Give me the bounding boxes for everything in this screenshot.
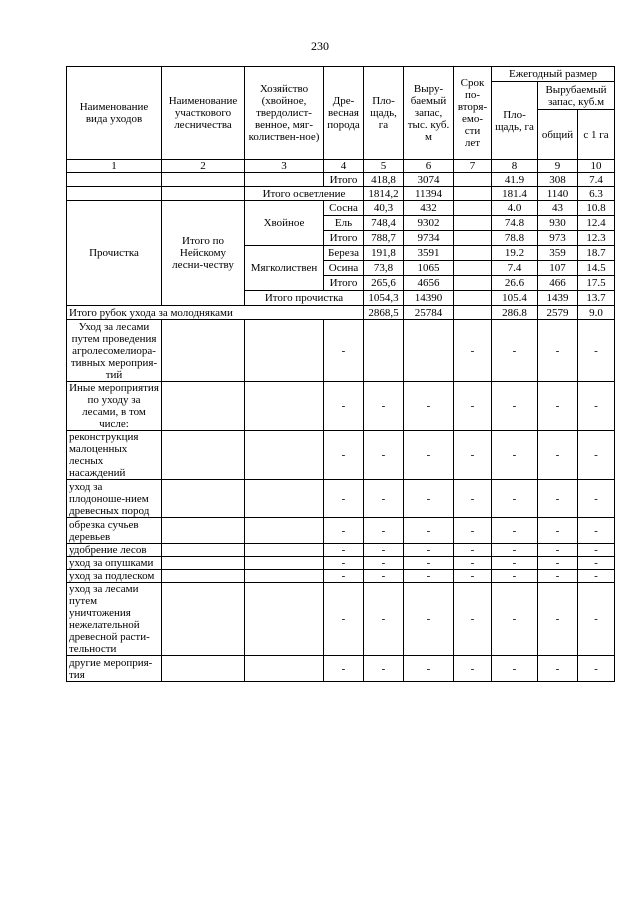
column-number: 8 <box>492 160 538 173</box>
dash-cell: - <box>324 557 364 570</box>
dash-cell: - <box>538 583 578 656</box>
dash-cell: - <box>324 431 364 480</box>
species-cell: Итого <box>324 173 364 187</box>
dash-cell: - <box>578 431 615 480</box>
header-period: Срок по-вторя-емо-сти лет <box>454 67 492 160</box>
care-kind-label: Прочистка <box>67 201 162 306</box>
dash-cell: - <box>454 518 492 544</box>
table-row <box>67 382 615 431</box>
column-number: 2 <box>162 160 245 173</box>
annual-per-ha-cell: 17.5 <box>578 276 615 291</box>
area-cell: 748,4 <box>364 216 404 231</box>
dash-cell: - <box>578 656 615 682</box>
annual-area-cell: 41.9 <box>492 173 538 187</box>
measure-label: другие мероприя-тия <box>67 656 162 682</box>
species-cell: Осина <box>324 261 364 276</box>
species-cell: Береза <box>324 246 364 261</box>
dash-cell: - <box>578 382 615 431</box>
table-row <box>67 187 615 201</box>
dash-cell: - <box>324 518 364 544</box>
stock-cell: 432 <box>404 201 454 216</box>
dash-cell: - <box>538 320 578 382</box>
dash-cell: - <box>324 656 364 682</box>
dash-cell: - <box>404 570 454 583</box>
table-row <box>67 201 615 216</box>
header-per-ha: с 1 га <box>578 110 615 160</box>
page-number: 230 <box>311 39 329 53</box>
total-osvetlenie-label: Итого осветление <box>245 187 364 201</box>
column-number: 3 <box>245 160 324 173</box>
header-stock: Выру-баемый запас, тыс. куб. м <box>404 67 454 160</box>
annual-area-cell: 286.8 <box>492 306 538 320</box>
annual-total-cell: 2579 <box>538 306 578 320</box>
table-row <box>67 320 615 382</box>
header-cut-stock: Вырубаемый запас, куб.м <box>538 82 615 110</box>
measure-label: удобрение лесов <box>67 544 162 557</box>
dash-cell: - <box>364 583 404 656</box>
dash-cell: - <box>492 518 538 544</box>
area-cell: 40,3 <box>364 201 404 216</box>
dash-cell: - <box>578 320 615 382</box>
area-cell: 191,8 <box>364 246 404 261</box>
header-annual-area: Пло-щадь, га <box>492 82 538 160</box>
dash-cell: - <box>324 382 364 431</box>
dash-cell: - <box>492 431 538 480</box>
dash-cell: - <box>492 583 538 656</box>
annual-total-cell: 107 <box>538 261 578 276</box>
table-row <box>67 518 615 544</box>
annual-per-ha-cell: 10.8 <box>578 201 615 216</box>
annual-area-cell: 19.2 <box>492 246 538 261</box>
annual-per-ha-cell: 14.5 <box>578 261 615 276</box>
column-number: 1 <box>67 160 162 173</box>
dash-cell: - <box>578 583 615 656</box>
column-number: 5 <box>364 160 404 173</box>
dash-cell: - <box>404 656 454 682</box>
dash-cell: - <box>538 656 578 682</box>
dash-cell: - <box>538 480 578 518</box>
dash-cell: - <box>404 544 454 557</box>
stock-cell: 25784 <box>404 306 454 320</box>
annual-total-cell: 1439 <box>538 291 578 306</box>
species-cell: Ель <box>324 216 364 231</box>
dash-cell: - <box>538 544 578 557</box>
table-row <box>67 173 615 187</box>
annual-per-ha-cell: 12.3 <box>578 231 615 246</box>
measure-label: Иные мероприятия по уходу за лесами, в том числе: <box>67 382 162 431</box>
annual-per-ha-cell: 6.3 <box>578 187 615 201</box>
stock-cell: 3591 <box>404 246 454 261</box>
measure-label: уход за подлеском <box>67 570 162 583</box>
table-row <box>67 557 615 570</box>
dash-cell: - <box>364 518 404 544</box>
dash-cell: - <box>454 570 492 583</box>
species-cell: Итого <box>324 276 364 291</box>
header-area: Пло-щадь, га <box>364 67 404 160</box>
stock-cell: 4656 <box>404 276 454 291</box>
total-young-label: Итого рубок ухода за молодняками <box>67 306 364 320</box>
species-cell: Итого <box>324 231 364 246</box>
dash-cell: - <box>454 431 492 480</box>
table-row <box>67 306 615 320</box>
dash-cell: - <box>538 518 578 544</box>
dash-cell: - <box>364 656 404 682</box>
dash-cell: - <box>364 544 404 557</box>
table-row <box>67 570 615 583</box>
stock-cell: 9302 <box>404 216 454 231</box>
dash-cell: - <box>578 480 615 518</box>
forestry-label: Итого по Нейскому лесни-честву <box>162 201 245 306</box>
dash-cell: - <box>364 570 404 583</box>
stock-cell: 3074 <box>404 173 454 187</box>
column-number: 6 <box>404 160 454 173</box>
measure-label: уход за плодоноше-нием древесных пород <box>67 480 162 518</box>
farm-coniferous: Хвойное <box>245 201 324 246</box>
dash-cell: - <box>454 544 492 557</box>
annual-total-cell: 973 <box>538 231 578 246</box>
annual-total-cell: 930 <box>538 216 578 231</box>
column-number: 9 <box>538 160 578 173</box>
dash-cell: - <box>538 382 578 431</box>
header-species: Дре-весная порода <box>324 67 364 160</box>
annual-per-ha-cell: 13.7 <box>578 291 615 306</box>
annual-per-ha-cell: 18.7 <box>578 246 615 261</box>
species-cell: Сосна <box>324 201 364 216</box>
annual-per-ha-cell: 7.4 <box>578 173 615 187</box>
area-cell: 73,8 <box>364 261 404 276</box>
annual-area-cell: 105.4 <box>492 291 538 306</box>
measure-label: уход за лесами путем уничтожения нежелательной древесной расти-тельности <box>67 583 162 656</box>
dash-cell: - <box>454 382 492 431</box>
dash-cell: - <box>324 544 364 557</box>
dash-cell: - <box>404 480 454 518</box>
stock-cell: 1065 <box>404 261 454 276</box>
dash-cell: - <box>404 382 454 431</box>
annual-total-cell: 1140 <box>538 187 578 201</box>
header-total: общий <box>538 110 578 160</box>
annual-total-cell: 359 <box>538 246 578 261</box>
area-cell: 418,8 <box>364 173 404 187</box>
column-number: 7 <box>454 160 492 173</box>
dash-cell: - <box>492 570 538 583</box>
annual-per-ha-cell: 12.4 <box>578 216 615 231</box>
dash-cell: - <box>578 570 615 583</box>
farm-softwood: Мягколиствен <box>245 246 324 291</box>
table-row <box>67 431 615 480</box>
dash-cell: - <box>404 431 454 480</box>
dash-cell: - <box>454 656 492 682</box>
area-cell: 265,6 <box>364 276 404 291</box>
dash-cell: - <box>364 382 404 431</box>
dash-cell: - <box>492 320 538 382</box>
stock-cell: 14390 <box>404 291 454 306</box>
dash-cell: - <box>538 431 578 480</box>
dash-cell: - <box>492 656 538 682</box>
area-cell: 2868,5 <box>364 306 404 320</box>
column-number: 10 <box>578 160 615 173</box>
header-farm: Хозяйство (хвойное, твердолист-венное, мяг-колиствен-ное) <box>245 67 324 160</box>
dash-cell: - <box>324 570 364 583</box>
measure-label: Уход за лесами путем проведения агролесомелиора-тивных мероприя-тий <box>67 320 162 382</box>
dash-cell: - <box>324 583 364 656</box>
measure-label: обрезка сучьев деревьев <box>67 518 162 544</box>
annual-total-cell: 308 <box>538 173 578 187</box>
dash-cell: - <box>324 320 364 382</box>
annual-area-cell: 74.8 <box>492 216 538 231</box>
annual-area-cell: 26.6 <box>492 276 538 291</box>
stock-cell: 11394 <box>404 187 454 201</box>
header-forestry: Наименование участкового лесничества <box>162 67 245 160</box>
annual-per-ha-cell: 9.0 <box>578 306 615 320</box>
stock-cell: 9734 <box>404 231 454 246</box>
forest-care-table <box>66 66 615 682</box>
area-cell: 1814,2 <box>364 187 404 201</box>
table-row <box>67 656 615 682</box>
dash-cell: - <box>578 557 615 570</box>
table-row <box>67 480 615 518</box>
column-number: 4 <box>324 160 364 173</box>
header-kind: Наименование вида уходов <box>67 67 162 160</box>
dash-cell: - <box>404 518 454 544</box>
dash-cell: - <box>364 557 404 570</box>
dash-cell: - <box>454 320 492 382</box>
table-row <box>67 544 615 557</box>
annual-total-cell: 43 <box>538 201 578 216</box>
dash-cell: - <box>364 431 404 480</box>
measure-label: реконструкция малоценных лесных насаждений <box>67 431 162 480</box>
measure-label: уход за опушками <box>67 557 162 570</box>
dash-cell: - <box>538 557 578 570</box>
dash-cell: - <box>454 557 492 570</box>
dash-cell: - <box>454 480 492 518</box>
dash-cell: - <box>404 583 454 656</box>
dash-cell: - <box>324 480 364 518</box>
dash-cell: - <box>364 480 404 518</box>
annual-area-cell: 78.8 <box>492 231 538 246</box>
annual-area-cell: 4.0 <box>492 201 538 216</box>
dash-cell: - <box>538 570 578 583</box>
dash-cell: - <box>578 544 615 557</box>
dash-cell: - <box>492 382 538 431</box>
area-cell: 1054,3 <box>364 291 404 306</box>
annual-total-cell: 466 <box>538 276 578 291</box>
annual-area-cell: 181.4 <box>492 187 538 201</box>
annual-area-cell: 7.4 <box>492 261 538 276</box>
total-prochistka-label: Итого прочистка <box>245 291 364 306</box>
table-row <box>67 583 615 656</box>
column-numbers-row <box>67 160 615 173</box>
dash-cell: - <box>404 557 454 570</box>
dash-cell: - <box>492 544 538 557</box>
dash-cell: - <box>454 583 492 656</box>
dash-cell: - <box>492 480 538 518</box>
header-annual: Ежегодный размер <box>492 67 615 82</box>
dash-cell: - <box>492 557 538 570</box>
area-cell: 788,7 <box>364 231 404 246</box>
dash-cell: - <box>578 518 615 544</box>
